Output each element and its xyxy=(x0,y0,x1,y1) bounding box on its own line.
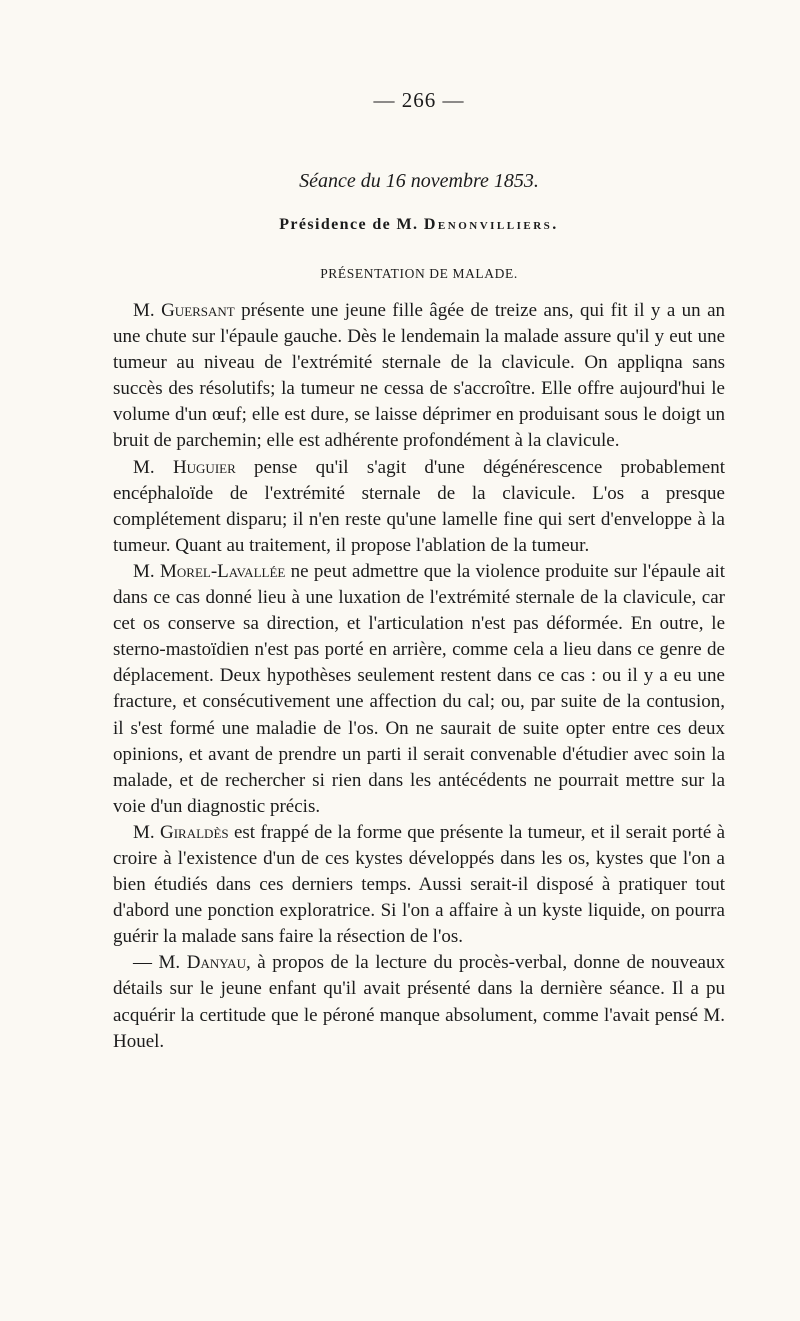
paragraph-danyau xyxy=(113,950,725,1054)
paragraph-giraldes xyxy=(113,820,725,950)
speaker-name: Giraldès xyxy=(160,821,229,843)
speaker-name: Huguier xyxy=(172,456,236,478)
paragraph-huguier xyxy=(113,455,725,559)
presidency-line xyxy=(113,216,725,234)
paragraph-intro: M. xyxy=(133,300,155,321)
speaker-name: Guersant xyxy=(161,300,235,321)
paragraph-morel-lavallee xyxy=(113,559,725,820)
paragraph-text: est frappé de la forme que présente la tumeur, et il serait porté à croire à l'existence d'un de ces kystes développés dans les os, kystes que l'on a bien étudiés dans ces derniers temps. Aussi serait-il disposé à pratiquer tout d'abord une ponction exploratrice. Si l'on a affaire à un kyste liquide, on pourra guérir la malade sans faire la résection de l'os. xyxy=(113,821,726,948)
section-title: PRÉSENTATION DE MALADE. xyxy=(320,266,518,281)
paragraph-intro: M. xyxy=(133,821,155,843)
presidency-prefix: Présidence de M. xyxy=(279,216,419,233)
paragraph-intro: M. xyxy=(133,560,155,582)
president-name: Denonvilliers. xyxy=(423,216,559,233)
page-number: — 266 — xyxy=(373,88,465,112)
paragraph-text: présente une jeune fille âgée de treize ans, qui fit il y a un an une chute sur l'épaule gauche. Dès le lendemain la malade assure qu'il y eut une tumeur au niveau de l'extrémité sternale de la clavicule. On appliqna sans succès des résolutifs; la tumeur ne cessa de s'accroître. Elle offre aujourd'hui le volume d'un œuf; elle est dure, se laisse déprimer en produisant sous le doigt un bruit de parchemin; elle est adhérente profondément à la clavicule. xyxy=(113,300,726,452)
paragraph-intro: M. xyxy=(133,456,155,478)
session-heading: Séance du 16 novembre 1853. xyxy=(299,170,539,192)
paragraph-text: pense qu'il s'agit d'une dégénérescence probablement encéphaloïde de l'extrémité sternale de la clavicule. L'os a presque complétement disparu; il n'en reste qu'une lamelle fine qui sert d'enveloppe à la tumeur. Quant au traitement, il propose l'ablation de la tumeur. xyxy=(113,456,725,556)
paragraph-guersant xyxy=(113,298,725,455)
paragraph-text: à propos de la lecture du procès-verbal, donne de nouveaux détails sur le jeune enfant qu'il avait présenté dans la dernière séance. Il a pu acquérir la certitude que le péroné manque absolument, comme l'avait pensé M. Houel. xyxy=(113,952,725,1052)
minutes-body xyxy=(113,298,725,1055)
speaker-name: Danyau, xyxy=(186,952,251,974)
paragraph-text: ne peut admettre que la violence produite sur l'épaule ait dans ce cas donné lieu à une luxation de l'extrémité sternale de la clavicule, car cet os conserve sa direction, et l'articulation n'est pas déformée. En outre, le sterno-mastoïdien n'est pas porté en arrière, comme cela a lieu dans ce genre de déplacement. Deux hypothèses seulement restent dans ce cas : ou il y a eu une fracture, et consécutivement une affection du cal; ou, par suite de la contusion, il s'est formé une maladie de l'os. On ne saurait de suite opter entre ces deux opinions, et avant de prendre un parti il serait convenable d'étudier avec soin la malade, et de rechercher si rien dans les antécédents ne pourrait mettre sur la voie d'un diagnostic précis. xyxy=(113,560,726,817)
speaker-name: Morel-Lavallée xyxy=(159,560,286,582)
paragraph-intro: — M. xyxy=(133,952,181,974)
